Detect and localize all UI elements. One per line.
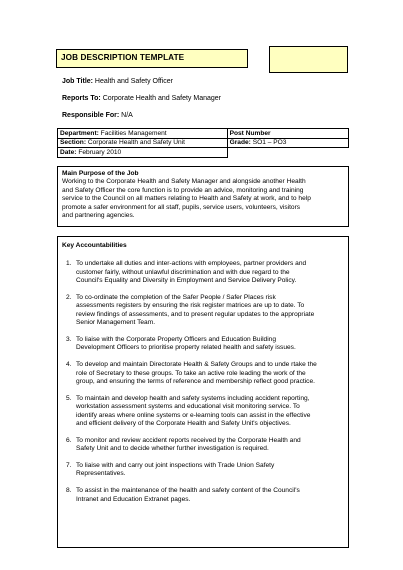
department-label: Department: — [60, 129, 99, 137]
item-line: customer fairly, without unlawful discrimination and with due regard to the — [76, 268, 290, 276]
item-text — [76, 395, 344, 429]
key-accountabilities-section — [57, 236, 349, 548]
item-line: review findings of assessments, and to present regular updates to the appropriate — [76, 310, 315, 318]
item-line: Representatives. — [76, 470, 126, 478]
reports-to-field — [62, 95, 221, 102]
item-text — [76, 487, 344, 504]
item-line: Safety Unit and to decide whether further investigation is required. — [76, 445, 269, 453]
purpose-line: Working to the Corporate Health and Safety Manager and alongside another Health — [62, 178, 306, 186]
item-line: To undertake all duties and inter-actions with employees, partner providers and — [76, 260, 307, 268]
item-text — [76, 462, 344, 479]
list-item — [62, 294, 344, 328]
item-number: 6. — [66, 436, 72, 444]
post-number-label: Post Number — [229, 129, 271, 137]
item-number: 3. — [66, 336, 72, 344]
item-line: and efficient delivery of the Corporate Health and Safety Unit's objectives. — [76, 420, 291, 428]
list-item — [62, 260, 344, 285]
item-line: identify areas where online systems or e-learning tools can assist in the effective — [76, 411, 311, 419]
table-row — [58, 138, 349, 148]
item-line: workstation assessment systems and educational visit monitoring service. To — [76, 403, 300, 411]
date-label: Date: — [60, 148, 77, 156]
main-purpose-section — [57, 166, 349, 227]
item-line: To liaise with the Corporate Property Officers and Education Building — [76, 336, 276, 344]
purpose-line: and partnering agencies. — [62, 212, 135, 220]
item-text — [76, 260, 344, 285]
item-line: Senior Management Team. — [76, 319, 156, 327]
item-line: To assist in the maintenance of the health and safety content of the Council's — [76, 487, 300, 495]
item-line: To maintain and develop health and safety systems including accident reporting, — [76, 394, 310, 402]
item-number: 1. — [66, 260, 72, 268]
main-purpose-heading: Main Purpose of the Job — [62, 170, 139, 177]
table-row — [58, 148, 349, 158]
post-info-table — [57, 128, 349, 158]
item-line: Council's Equality and Diversity in Employment and Service Delivery Policy. — [76, 277, 297, 285]
reports-to-label: Reports To: — [62, 95, 101, 102]
item-line: To monitor and review accident reports received by the Corporate Health and — [76, 436, 301, 444]
item-line: Intranet and Education Extranet pages. — [76, 495, 191, 503]
document-title: JOB DESCRIPTION TEMPLATE — [56, 49, 248, 68]
list-item — [62, 487, 344, 504]
item-number: 7. — [66, 462, 72, 470]
item-line: To develop and maintain Directorate Health & Safety Groups and to unde rtake the — [76, 361, 317, 369]
responsible-for-field — [62, 112, 133, 119]
responsible-for-value: N/A — [119, 112, 133, 119]
grade-label: Grade: — [229, 139, 251, 147]
job-title-field — [62, 78, 173, 85]
table-row — [58, 129, 349, 139]
item-text — [76, 294, 344, 328]
date-value: February 2010 — [76, 148, 122, 156]
section-cell — [58, 138, 228, 148]
item-line: To liaise with and carry out joint inspections with Trade Union Safety — [76, 462, 275, 470]
item-number: 5. — [66, 394, 72, 402]
job-title-value: Health and Safety Officer — [92, 78, 174, 85]
item-number: 2. — [66, 294, 72, 302]
item-line: Development Officers to prioritise property related health and safety issues. — [76, 344, 296, 352]
item-text — [76, 361, 344, 386]
section-label: Section: — [60, 139, 87, 147]
purpose-line: promote a safer environment for all staff, pupils, service users, volunteers, visitors — [62, 203, 301, 211]
item-line: role of Secretary to these groups. To take an active role leading the work of the — [76, 369, 306, 377]
item-text — [76, 437, 344, 454]
list-item — [62, 336, 344, 353]
grade-cell — [227, 138, 348, 148]
department-value: Facilities Management — [98, 129, 167, 137]
section-value: Corporate Health and Safety Unit — [86, 139, 185, 147]
job-title-label: Job Title: — [62, 78, 93, 85]
department-cell — [58, 129, 228, 139]
list-item — [62, 462, 344, 479]
responsible-for-label: Responsible For: — [62, 112, 120, 119]
post-number-cell — [227, 129, 348, 139]
empty-cell — [227, 148, 348, 158]
purpose-line: service to the Council on all matters relating to Health and Safety at work, and to help — [62, 195, 311, 203]
list-item — [62, 437, 344, 454]
list-item — [62, 361, 344, 386]
item-text — [76, 336, 344, 353]
key-accountabilities-heading: Key Accountabilities — [62, 242, 127, 249]
item-line: group, and ensuring the terms of reference and membership reflect good practice. — [76, 378, 315, 386]
list-item — [62, 395, 344, 429]
reports-to-value: Corporate Health and Safety Manager — [100, 95, 222, 102]
item-line: To co-ordinate the completion of the Safer People / Safer Places risk — [76, 294, 276, 302]
item-number: 8. — [66, 487, 72, 495]
logo-placeholder-box — [269, 46, 348, 73]
date-cell — [58, 148, 228, 158]
item-number: 4. — [66, 361, 72, 369]
purpose-line: and Safety Officer the core function is to provide an advice, monitoring and training — [62, 186, 304, 194]
item-line: assessments registers by ensuring the risk register matrices are up to date. To — [76, 302, 305, 310]
grade-value: SO1 – PO3 — [250, 139, 287, 147]
